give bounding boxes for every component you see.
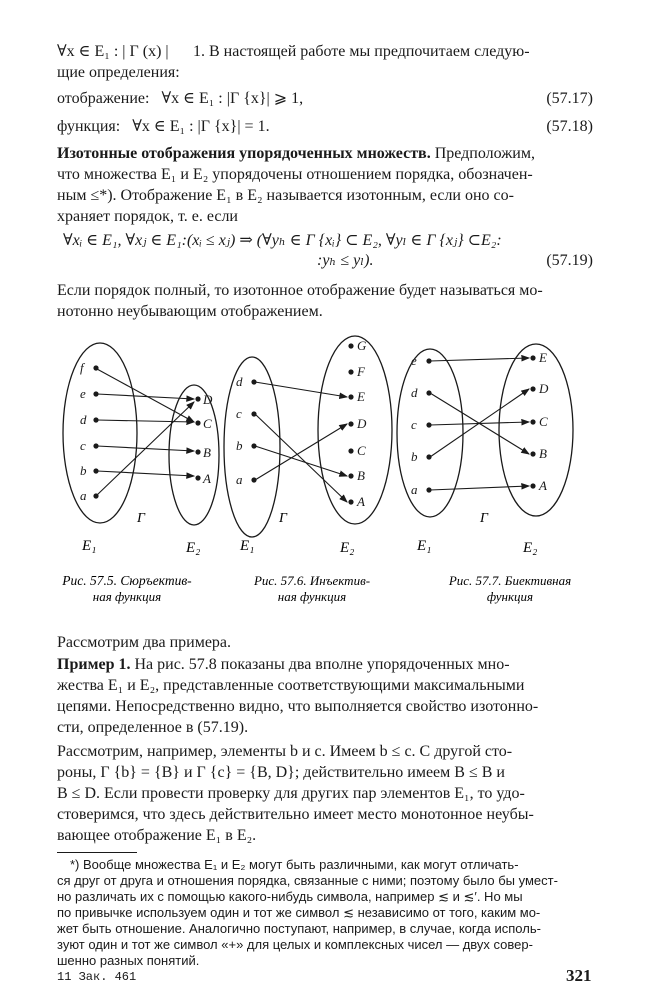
element-label: b <box>411 449 418 464</box>
intro-line-1: 1. В настоящей работе мы предпочитаем следую- <box>193 43 530 60</box>
equation-57-19-line-1: ∀xᵢ ∈ E₁, ∀xⱼ ∈ E₁:(xᵢ ≤ xⱼ) ⇒ (∀yₕ ∈ Γ {xᵢ} ⊂ E₂, ∀yₗ ∈ Γ {xⱼ} ⊂E₂: <box>63 232 502 249</box>
element-label: E <box>539 350 547 365</box>
footnote-line-6: зуют один и тот же символ «+» для целых и комплексных чисел — двух совер- <box>57 937 533 952</box>
element-label: B <box>539 446 547 461</box>
element-label: f <box>80 360 84 375</box>
element-label: F <box>357 364 365 379</box>
full-order-line-1: Если порядок полный, то изотонное отображение будет называться мо- <box>57 282 543 299</box>
example-1-line-3: цепями. Непосредственно видно, что выполняется свойство изотонно- <box>57 698 539 715</box>
set-e2-label: E₂ <box>523 540 538 556</box>
element-label: E <box>357 389 365 404</box>
element-label: C <box>357 443 366 458</box>
equation-number: (57.17) <box>546 90 593 107</box>
element-label: d <box>236 374 243 389</box>
section-line-2: что множества E₁ и E₂ упорядочены отношением порядка, обозначен- <box>57 166 533 183</box>
section-line-3: ным ≤*). Отображение E₁ в E₂ называется изотонным, если оно со- <box>57 187 514 204</box>
element-label: a <box>411 482 418 497</box>
paragraph-2-line-3: B ≤ D. Если провести проверку для других пар элементов E₁, то удо- <box>57 785 525 802</box>
footnote-line-7: шенно разных понятий. <box>57 953 200 968</box>
set-e1-label: E₁ <box>417 538 432 554</box>
example-1-line-1 <box>57 654 510 675</box>
example-1-text: На рис. 57.8 показаны два вполне упорядоченных мно- <box>134 656 510 673</box>
gamma-label: Γ <box>480 511 488 526</box>
element-label: d <box>80 412 87 427</box>
set-e1-label: E₁ <box>240 538 255 554</box>
element-label: c <box>80 438 86 453</box>
element-label: C <box>539 414 548 429</box>
section-heading: Изотонные отображения упорядоченных множеств. <box>57 145 431 162</box>
figure-caption-line-1: Рис. 57.7. Биективная <box>448 573 572 588</box>
equation-continuation: :yₕ ≤ yₗ). <box>317 252 374 269</box>
element-label: b <box>236 438 243 453</box>
gamma-label: Γ <box>279 511 287 526</box>
paragraph-2-line-4: стоверимся, что здесь действительно имеет место монотонное неубы- <box>57 806 534 823</box>
set-e2-label: E₂ <box>340 540 355 556</box>
element-label: e <box>411 353 417 368</box>
equation-57-19-line-2 <box>57 250 593 271</box>
element-label: C <box>203 416 212 431</box>
figure-caption-line-2: функция <box>486 589 534 604</box>
page-number: 321 <box>566 966 592 985</box>
example-1-line-2: жества E₁ и E₂, представленные соответствующими максимальными <box>57 677 525 694</box>
set-e2-label: E₂ <box>186 540 201 556</box>
footnote-line-1: *) Вообще множества E₁ и E₂ могут быть различными, как могут отличать- <box>70 857 519 872</box>
element-label: B <box>203 445 211 460</box>
element-label: D <box>203 392 213 407</box>
figure-caption-line-2: ная функция <box>92 589 162 604</box>
element-label: D <box>539 381 549 396</box>
element-label: c <box>236 406 242 421</box>
gamma-label: Γ <box>137 511 145 526</box>
equation-number: (57.19) <box>546 252 593 269</box>
footnote-rule <box>57 852 137 853</box>
element-label: G <box>357 338 367 353</box>
def-formula: ∀x ∈ E₁ : |Γ {x}| = 1. <box>132 118 270 135</box>
figures-57-5-to-57-7 <box>0 330 649 610</box>
footnote-line-5: жет быть отношение. Аналогично поступают, например, в случае, когда исполь- <box>57 921 541 936</box>
section-line-4: храняет порядок, т. е. если <box>57 208 238 225</box>
figure-57-7 <box>397 344 573 604</box>
paragraph-2-line-1: Рассмотрим, например, элементы b и c. Имеем b ≤ c. С другой сто- <box>57 743 513 760</box>
left-margin-formula: ∀x ∈ E₁ : | Γ (x) | <box>57 43 169 60</box>
set-e1-ellipse <box>63 343 137 523</box>
element-label: D <box>357 416 367 431</box>
def-label: отображение: <box>57 90 150 107</box>
full-order-line-2: нотонно неубывающим отображением. <box>57 303 323 320</box>
element-label: d <box>411 385 418 400</box>
example-1-label: Пример 1. <box>57 656 131 673</box>
figure-57-5 <box>61 343 219 604</box>
element-label: c <box>411 417 417 432</box>
example-1-line-4: сти, определенное в (57.19). <box>57 719 249 736</box>
examples-intro: Рассмотрим два примера. <box>57 634 232 651</box>
section-line-1-rest: Предположим, <box>434 145 535 162</box>
figure-57-6 <box>224 336 392 604</box>
set-e2-ellipse <box>318 336 392 524</box>
intro-line-2: щие определения: <box>57 64 180 81</box>
figure-caption-line-1: Рис. 57.6. Инъектив- <box>253 573 371 588</box>
definition-mapping <box>57 88 593 109</box>
def-formula: ∀x ∈ E₁ : |Γ {x}| ⩾ 1, <box>161 90 304 107</box>
paragraph-2-line-2: роны, Γ {b} = {B} и Γ {c} = {B, D}; действительно имеем B ≤ B и <box>57 764 505 781</box>
section-line-1 <box>57 143 535 164</box>
element-label: B <box>357 468 365 483</box>
figure-caption-line-1: Рис. 57.5. Сюръектив- <box>62 573 192 588</box>
set-e2-ellipse <box>499 344 573 516</box>
footnote-line-3: но различать их с помощью какого-нибудь символа, например ≲ и ≲′. Но мы <box>57 889 523 904</box>
definition-function <box>57 116 593 137</box>
element-label: A <box>357 494 365 509</box>
element-label: a <box>236 472 243 487</box>
print-order-mark: 11 Зак. 461 <box>57 970 137 984</box>
element-label: a <box>80 488 87 503</box>
set-e1-label: E₁ <box>82 538 97 554</box>
element-label: A <box>539 478 547 493</box>
equation-number: (57.18) <box>546 118 593 135</box>
figure-caption-line-2: ная функция <box>277 589 347 604</box>
footnote-line-2: ся друг от друга и отношения порядка, связанные с ними; поэтому было бы умест- <box>57 873 558 888</box>
paragraph-2-line-5: вающее отображение E₁ в E₂. <box>57 827 257 844</box>
footnote-line-4: по привычке используем один и тот же символ ≲ независимо от того, каким мо- <box>57 905 541 920</box>
element-label: A <box>203 471 211 486</box>
def-label: функция: <box>57 118 121 135</box>
element-label: b <box>80 463 87 478</box>
element-label: e <box>80 386 86 401</box>
